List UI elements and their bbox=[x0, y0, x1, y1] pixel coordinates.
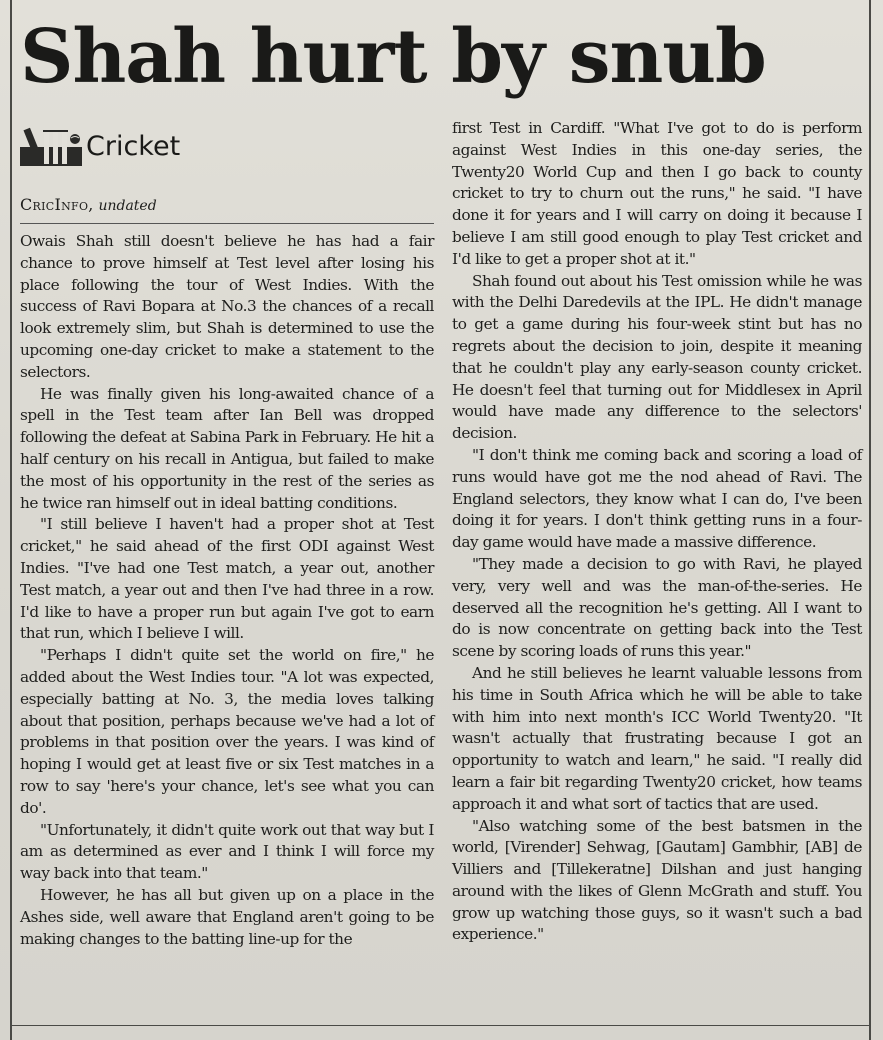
paragraph: He was finally given his long-awaited chance of a spell in the Test team after Ian Bell was dropped following the defeat at Sabina Park in February. He hit a half century on his recall in Antigua, but failed to make the most of his opportunity in the rest of the series as he twice ran himself out in ideal batting conditions. bbox=[20, 384, 434, 512]
paragraph: "I don't think me coming back and scoring a load of runs would have got me the nod ahead of Ravi. The England selectors, they know what I can do, I've been doing it for years. I don't think getting runs in a four-day game would have made a massive difference. bbox=[452, 445, 862, 552]
left-border-rule bbox=[10, 0, 12, 1040]
section-label: Cricket bbox=[86, 130, 181, 162]
bottom-border-rule bbox=[10, 1025, 871, 1026]
paragraph: Owais Shah still doesn't believe he has had a fair chance to prove himself at Test level after losing his place following the tour of West Indies. With the success of Ravi Bopara at No.3 the chances of a recall look extremely slim, but Shah is determined to use the upcoming one-day cricket to make a statement to the selectors. bbox=[20, 232, 434, 381]
byline-date: undated bbox=[98, 198, 157, 214]
byline-source: CricInfo, bbox=[20, 195, 94, 214]
cricket-bat-ball-icon bbox=[20, 126, 82, 166]
section-header bbox=[20, 124, 180, 168]
article-column-1 bbox=[20, 231, 434, 950]
paragraph: "I still believe I haven't had a proper shot at Test cricket," he said ahead of the first ODI against West Indies. "I've had one Test match, a year out, another Test match, a year out and then I've had three in a row. I'd like to have a proper run but again I've got to earn that run, which I believe I will. bbox=[20, 515, 434, 643]
paragraph: "Unfortunately, it didn't quite work out that way but I am as determined as ever and I think I will force my way back into that team." bbox=[20, 820, 434, 883]
paragraph: However, he has all but given up on a place in the Ashes side, well aware that England aren't going to be making changes to the batting line-up for the bbox=[20, 885, 434, 948]
paragraph: "They made a decision to go with Ravi, he played very, very well and was the man-of-the-series. He deserved all the recognition he's getting. All I want to do is now concentrate on getting back into the Test scene by scoring loads of runs this year." bbox=[452, 554, 862, 661]
headline: Shah hurt by snub bbox=[20, 14, 766, 100]
article-column-2 bbox=[452, 118, 862, 946]
paragraph: "Also watching some of the best batsmen in the world, [Virender] Sehwag, [Gautam] Gambhir, [AB] de Villiers and [Tillekeratne] Dilshan and just hanging around with the likes of Glenn McGrath and stuff. You grow up watching those guys, so it wasn't such a bad experience." bbox=[452, 816, 862, 944]
byline-divider bbox=[20, 223, 434, 224]
byline bbox=[20, 195, 157, 214]
paragraph: "Perhaps I didn't quite set the world on fire," he added about the West Indies tour. "A lot was expected, especially batting at No. 3, the media loves talking about that position, perhaps because we've had a lot of problems in that position over the years. I was kind of hoping I would get at least five or six Test matches in a row to say 'here's your chance, let's see what you can do'. bbox=[20, 646, 434, 817]
paragraph: Shah found out about his Test omission while he was with the Delhi Daredevils at the IPL. He didn't manage to get a game during his four-week stint but has no regrets about the decision to join, despite it meaning that he couldn't play any early-season county cricket. He doesn't feel that turning out for Middlesex in April would have made any difference to the selectors' decision. bbox=[452, 271, 862, 443]
paragraph: first Test in Cardiff. "What I've got to do is perform against West Indies in this one-day series, the Twenty20 World Cup and then I go back to county cricket to try to churn out the runs," he said. "I have done it for years and I will carry on doing it because I believe I am still good enough to play Test cricket and I'd like to get a proper shot at it." bbox=[452, 119, 862, 268]
paragraph: And he still believes he learnt valuable lessons from his time in South Africa which he will be able to take with him into next month's ICC World Twenty20. "It wasn't actually that frustrating because I got an opportunity to watch and learn," he said. "I really did learn a fair bit regarding Twenty20 cricket, how teams approach it and what sort of tactics that are used. bbox=[452, 663, 862, 813]
right-border-rule bbox=[869, 0, 871, 1040]
